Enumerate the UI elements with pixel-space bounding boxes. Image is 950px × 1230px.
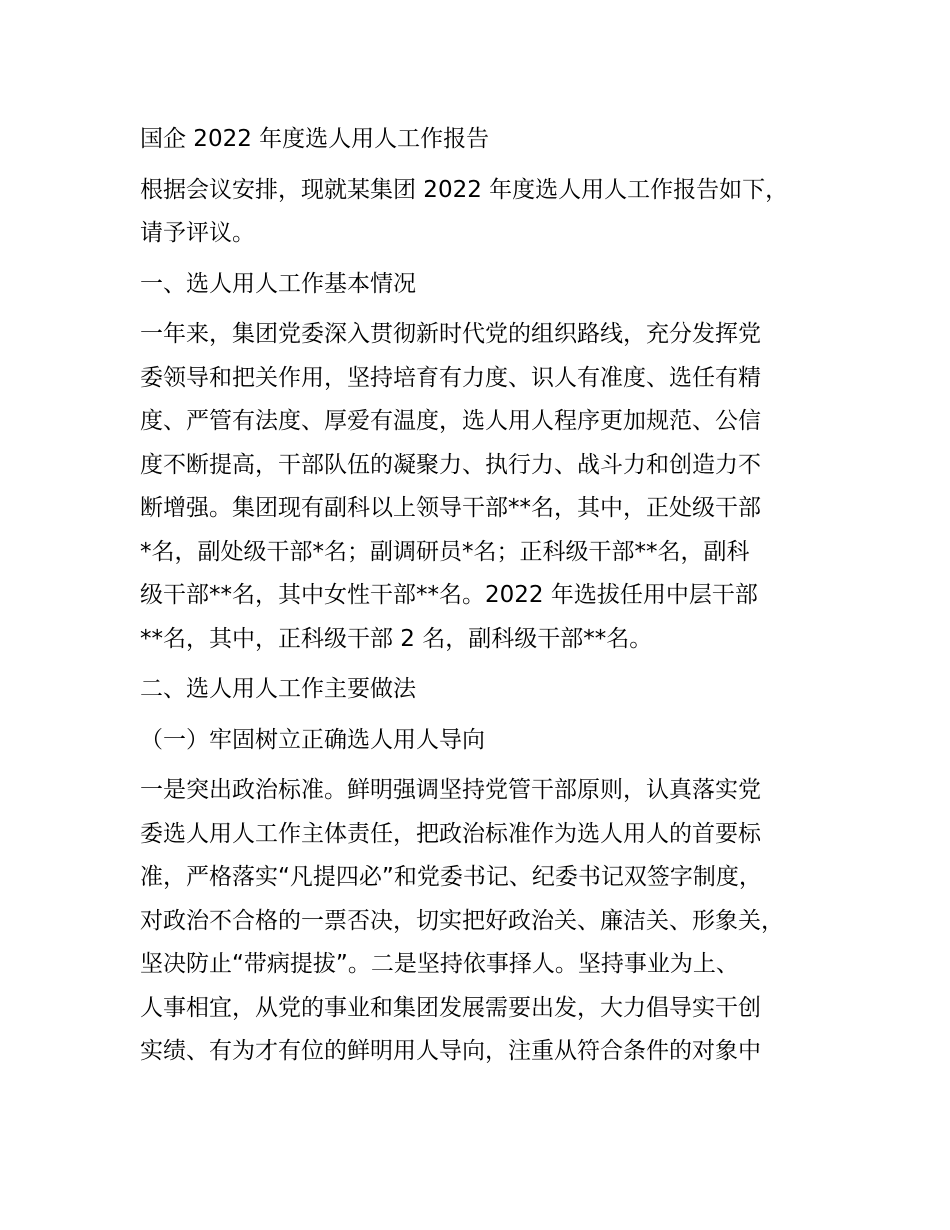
paragraph-gap xyxy=(140,661,832,668)
text-line: 请予评议。 xyxy=(140,220,255,246)
text-line: 人事相宜，从党的事业和集团发展需要出发，大力倡导实干创 xyxy=(140,994,761,1021)
document-body xyxy=(140,118,832,1074)
text-line: 坚决防止“带病提拔”。二是坚持依事择人。坚持事业为上、 xyxy=(140,951,739,977)
paragraph-gap xyxy=(140,162,832,169)
text-line: 根据会议安排，现就某集团 2022 年度选人用人工作报告如下， xyxy=(140,176,789,203)
section-heading: 一、选人用人工作基本情况 xyxy=(140,270,416,297)
text-line: 度不断提高，干部队伍的凝聚力、执行力、战斗力和创造力不 xyxy=(140,451,761,478)
text-line: 对政治不合格的一票否决，切实把好政治关、廉洁关、形象关， xyxy=(140,907,784,934)
text-line: 委选人用人工作主体责任，把政治标准作为选人用人的首要标 xyxy=(140,820,761,847)
subsection-heading: （一）牢固树立正确选人用人导向 xyxy=(140,726,485,753)
paragraph-gap xyxy=(140,762,832,769)
section-heading: 二、选人用人工作主要做法 xyxy=(140,676,416,702)
paragraph-gap xyxy=(140,306,832,313)
text-line: 准，严格落实“凡提四必”和党委书记、纪委书记双签字制度， xyxy=(140,864,762,890)
text-line: 委领导和把关作用，坚持培育有力度、识人有准度、选任有精 xyxy=(140,364,761,391)
paragraph-gap xyxy=(140,256,832,263)
text-line: 断增强。集团现有副科以上领导干部**名，其中，正处级干部 xyxy=(140,495,761,521)
text-line: **名，其中，正科级干部 2 名，副科级干部**名。 xyxy=(140,625,653,652)
text-line: 度、严管有法度、厚爱有温度，选人用人程序更加规范、公信 xyxy=(140,408,761,434)
text-line: 实绩、有为才有位的鲜明用人导向，注重从符合条件的对象中 xyxy=(140,1038,761,1064)
text-line: 一年来，集团党委深入贯彻新时代党的组织路线，充分发挥党 xyxy=(140,321,761,347)
text-line: 一是突出政治标准。鲜明强调坚持党管干部原则，认真落实党 xyxy=(140,777,761,803)
document-title: 国企 2022 年度选人用人工作报告 xyxy=(140,126,490,152)
text-line: *名，副处级干部*名；副调研员*名；正科级干部**名，副科 xyxy=(140,538,750,565)
paragraph-gap xyxy=(140,712,832,719)
text-line: 级干部**名，其中女性干部**名。2022 年选拔任用中层干部 xyxy=(140,582,758,608)
